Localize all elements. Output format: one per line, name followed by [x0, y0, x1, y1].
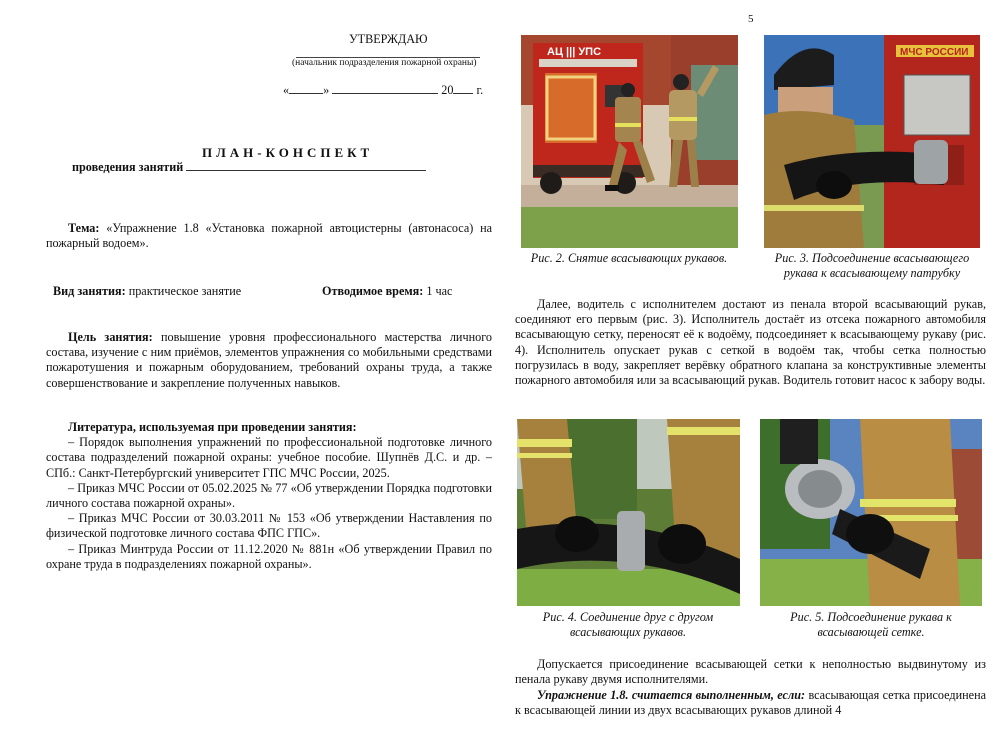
- page-number: 5: [748, 13, 754, 25]
- fig3-photo: [764, 35, 980, 248]
- approver-hint: (начальник подразделения пожарной охраны): [292, 58, 477, 68]
- fig4-caption: Рис. 4. Соединение друг с другом всасывающих рукавов.: [542, 610, 714, 639]
- fig5-caption: Рис. 5. Подсоединение рукава к всасывающей сетке.: [790, 610, 952, 639]
- approval-date: « » 20 г.: [283, 83, 484, 97]
- lesson-type: Вид занятия: практическое занятие: [53, 284, 242, 298]
- literature-title: Литература, используемая при проведении занятия:: [68, 420, 357, 434]
- lesson-goal: Цель занятия: повышение уровня профессионального мастерства личного состава, изучение с ним приёмов, элементов упражнения со мобильными средствами пожаротушения и пожарным оборудованием, требований охраны труда, а также совершенствование и закрепление полученных навыков.: [46, 330, 492, 390]
- paragraph-2: Допускается присоединение всасывающей сетки к неполностью выдвинутому из пенала рукаву двумя исполнителями.: [515, 657, 986, 687]
- literature-item: – Порядок выполнения упражнений по профессиональной подготовке личного состава подразделений пожарной охраны: учебное пособие. Шупнёв Д.С. и др. –СПб.: Санкт-Петербургский университет ГПС МЧС России, 2025.: [46, 435, 492, 480]
- fig5-photo: [760, 419, 982, 606]
- literature-item: – Приказ МЧС России от 30.03.2011 № 153 «Об утверждении Наставления по физической подготовке личного состава ФПС ГПС».: [46, 511, 492, 541]
- truck-cab-text: АЦ ||| УПС: [547, 46, 602, 58]
- literature: [46, 420, 492, 572]
- fig3-caption: Рис. 3. Подсоединение всасывающего рукава к всасывающему патрубку: [774, 251, 970, 280]
- literature-item: – Приказ Минтруда России от 11.12.2020 № 881н «Об утверждении Правил по охране труда в подразделениях пожарной охраны».: [46, 541, 492, 571]
- doc-title: ПЛАН-КОНСПЕКТ: [202, 145, 374, 160]
- doc-subtitle: проведения занятий: [72, 160, 426, 175]
- truck-side-text: МЧС РОССИИ: [900, 47, 969, 58]
- approve-label: УТВЕРЖДАЮ: [349, 32, 428, 46]
- topic: Тема: «Упражнение 1.8 «Установка пожарной автоцистерны (автонасоса) на пожарный водоем».: [46, 221, 492, 251]
- paragraph-3: Упражнение 1.8. считается выполненным, если: всасывающая сетка присоединена к всасывающей линии из двух всасывающих рукавов длиной 4: [515, 688, 986, 718]
- fig2-caption: Рис. 2. Снятие всасывающих рукавов.: [530, 251, 728, 265]
- literature-item: – Приказ МЧС России от 05.02.2025 № 77 «Об утверждении Порядка подготовки личного состава пожарной охраны».: [46, 480, 492, 511]
- lesson-time: Отводимое время: 1 час: [322, 284, 453, 298]
- fig2-photo: [521, 35, 738, 248]
- paragraph-1: Далее, водитель с исполнителем достают из пенала второй всасывающий рукав, соединяют его первым (рис. 3). Исполнитель достаёт из отсека пожарного автомобиля всасывающую сетку, переносят её к водоёму, подсоединяет к всасывающему рукаву (рис. 4). Исполнитель опускает рукав с сеткой в водоём так, чтобы сетка полностью погрузилась в воду, закрепляет верёвку обратного клапана за конструктивные элементы пожарного автомобиля или за всасывающий рукав. Водитель готовит насос к забору воды.: [515, 297, 986, 388]
- fig4-photo: [517, 419, 740, 606]
